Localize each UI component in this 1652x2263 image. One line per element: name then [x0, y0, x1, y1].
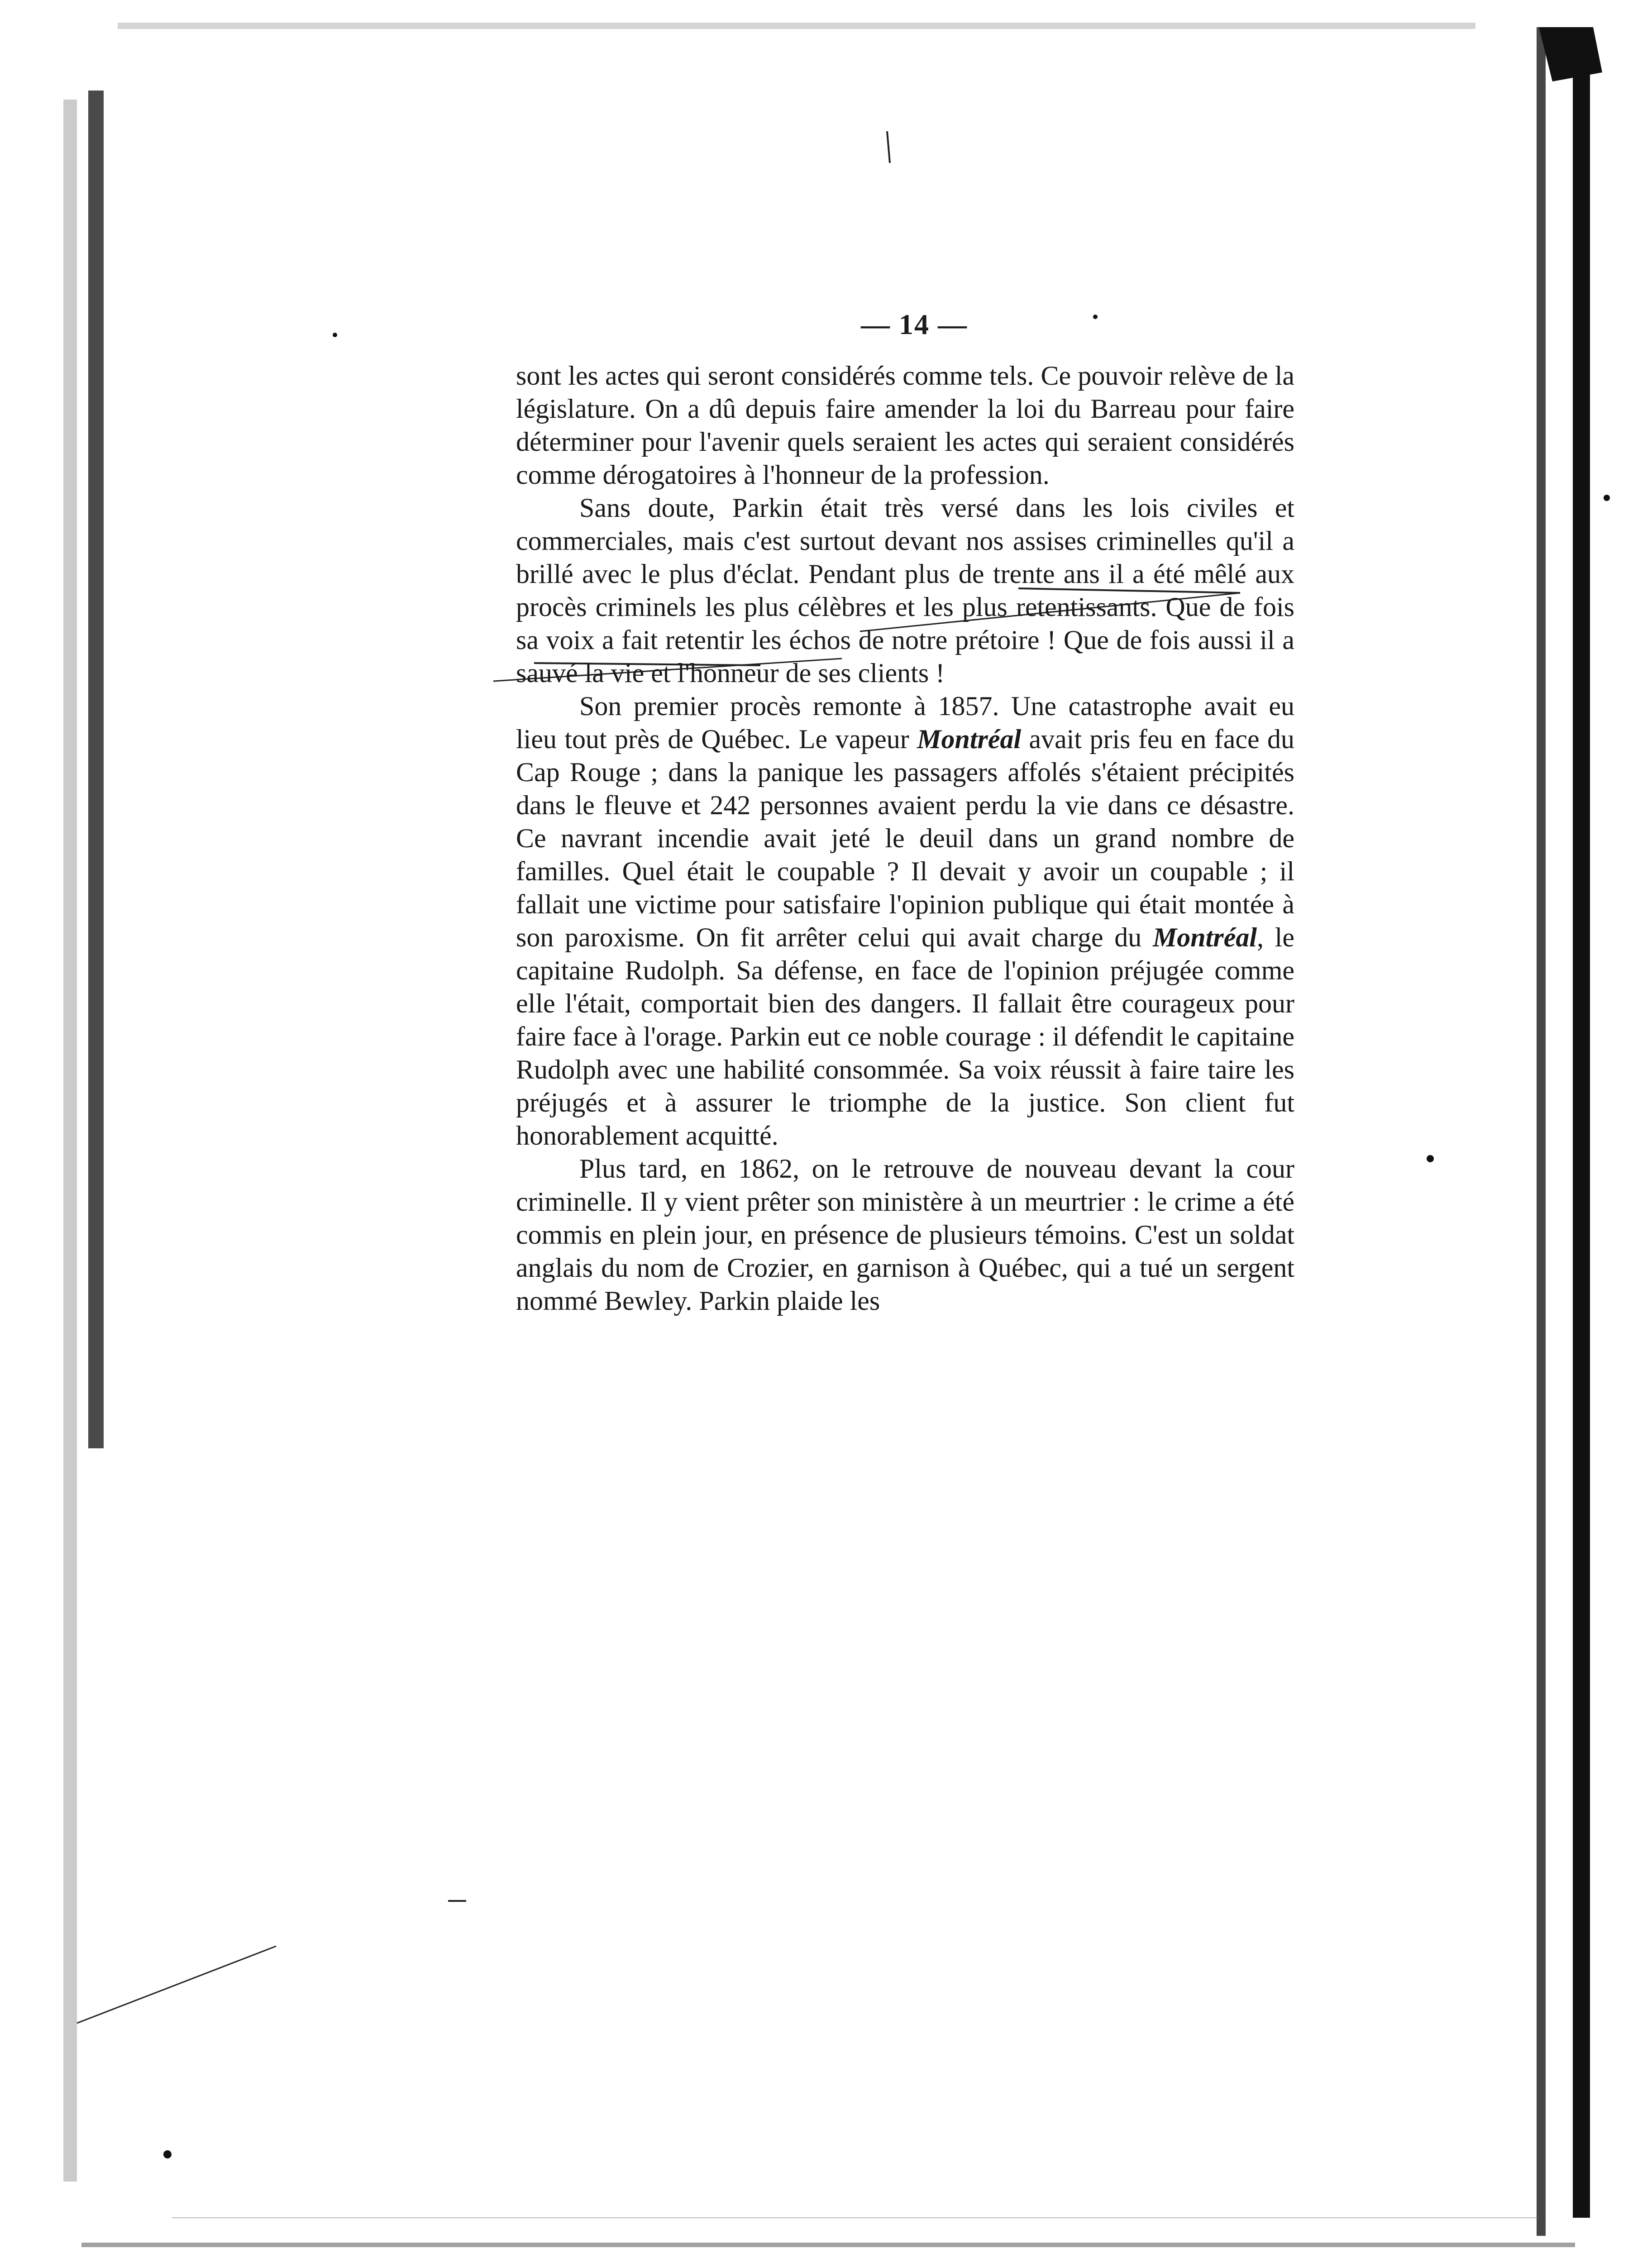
italic-text: Montréal	[917, 724, 1022, 754]
speck	[163, 2150, 172, 2158]
paragraph	[516, 690, 1294, 1152]
text-run: , le capitaine Rudolph. Sa défense, en face de l'opinion préjugée comme elle l'était, comportait bien des dangers. Il fallait être courageux pour faire face à l'orage. Parkin eut ce noble courage : il défendit le capitaine Rudolph avec une habilité consommée. Sa voix réussit à faire taire les préjugés et à assurer le triomphe de la justice. Son client fut honorablement acquitté.	[516, 922, 1294, 1151]
speck	[333, 333, 337, 337]
top-right-corner-mark	[1539, 27, 1602, 81]
paragraph	[516, 492, 1294, 690]
page-number: — 14 —	[861, 308, 968, 340]
document-page	[516, 308, 1294, 1318]
body-text	[516, 359, 1294, 1318]
text-run: sont les actes qui seront considérés comme tels. Ce pouvoir relève de la législature. On a dû depuis faire amender la loi du Barreau pour faire déterminer pour l'avenir quels seraient les actes qui seraient considérés comme dérogatoires à l'honneur de la profession.	[516, 361, 1294, 490]
right-border-bar-inner	[1537, 27, 1546, 2236]
text-run: avait pris feu en face du Cap Rouge ; dans la panique les passagers affolés s'étaient précipités dans le fleuve et 242 personnes avaient perdu la vie dans ce désastre. Ce navrant incendie avait jeté le deuil dans un grand nombre de familles. Quel était le coupable ? Il devait y avoir un coupable ; il fallait une victime pour satisfaire l'opinion publique qui était montée à son paroxisme. On fit arrêter celui qui avait charge du	[516, 724, 1295, 952]
bottom-edge-noise	[81, 2243, 1575, 2247]
paragraph	[516, 1152, 1294, 1318]
right-border-bar	[1573, 32, 1590, 2218]
paragraph	[516, 359, 1294, 492]
bottom-left-stroke	[77, 1946, 276, 2023]
text-run: Son premier procès remonte à 1857. Une catastrophe avait eu lieu tout près de Québec. Le vapeur	[516, 691, 1294, 754]
italic-text: Montréal	[1152, 922, 1257, 952]
left-binding-noise	[63, 100, 77, 2182]
text-run: Plus tard, en 1862, on le retrouve de nouveau devant la cour criminelle. Il y vient prêter son ministère à un meurtrier : le crime a été commis en plein jour, en présence de plusieurs témoins. C'est un soldat anglais du nom de Crozier, en garnison à Québec, qui a tué un sergent nommé Bewley. Parkin plaide les	[516, 1154, 1294, 1316]
text-run: Sans doute, Parkin était très versé dans les lois civiles et commerciales, mais c'est surtout devant nos assises criminelles qu'il a brillé avec le plus d'éclat. Pendant plus de trente ans il a été mêlé aux procès criminels les plus célèbres et les plus retentissants. Que de fois sa voix a fait retentir les échos de notre prétoire ! Que de fois aussi il a sauvé la vie et l'honneur de ses clients !	[516, 493, 1294, 688]
left-binding-shadow	[88, 91, 104, 1448]
speck-dash	[887, 131, 890, 163]
speck	[1604, 495, 1610, 501]
top-edge-noise	[118, 23, 1475, 29]
speck	[1427, 1155, 1434, 1162]
